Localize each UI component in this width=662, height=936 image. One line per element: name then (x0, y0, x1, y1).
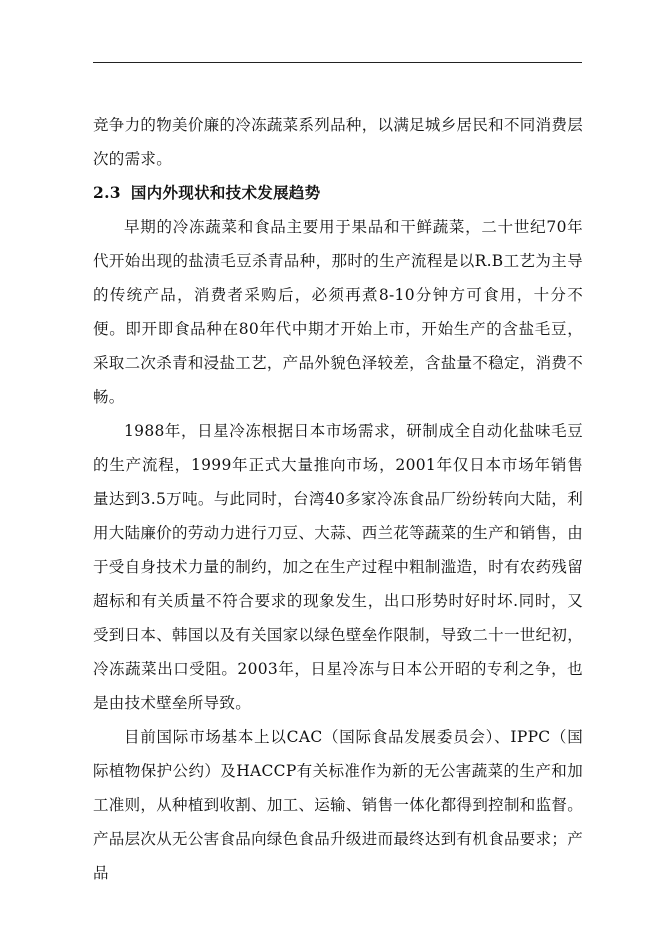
paragraph-continuation: 竞争力的物美价廉的冷冻蔬菜系列品种，以满足城乡居民和不同消费层次的需求。 (93, 116, 583, 168)
section-title: 国内外现状和技术发展趋势 (130, 183, 321, 202)
section-heading (93, 176, 583, 210)
paragraph-international-standards: 目前国际市场基本上以CAC（国际食品发展委员会）、IPPC（国际植物保护公约）及HACCP有关标准作为新的无公害蔬菜的生产和加工准则，从种植到收割、加工、运输、销售一体化都得到控制和监督。产品层次从无公害食品向绿色食品升级进而最终达到有机食品要求；产品 (93, 728, 583, 882)
document-body (93, 108, 583, 890)
paragraph-1988-development: 1988年，日星冷冻根据日本市场需求，研制成全自动化盐味毛豆的生产流程，1999年正式大量推向市场，2001年仅日本市场年销售量达到3.5万吨。与此同时，台湾40多家冷冻食品厂纷纷转向大陆，利用大陆廉价的劳动力进行刀豆、大蒜、西兰花等蔬菜的生产和销售，由于受自身技术力量的制约，加之在生产过程中粗制滥造，时有农药残留超标和有关质量不符合要求的现象发生，出口形势时好时坏.同时，又受到日本、韩国以及有关国家以绿色壁垒作限制，导致二十一世纪初，冷冻蔬菜出口受阻。2003年，日星冷冻与日本公开昭的专利之争，也是由技术壁垒所导致。 (93, 422, 583, 712)
section-number: 2.3 (93, 183, 121, 202)
paragraph-early-history: 早期的冷冻蔬菜和食品主要用于果品和干鲜蔬菜，二十世纪70年代开始出现的盐渍毛豆杀青品种，那时的生产流程是以R.B工艺为主导的传统产品，消费者采购后，必须再煮8-10分钟方可食用，十分不便。即开即食品种在80年代中期才开始上市，开始生产的含盐毛豆，采取二次杀青和浸盐工艺，产品外貌色泽较差，含盐量不稳定，消费不畅。 (93, 218, 583, 406)
header-rule (93, 62, 582, 63)
